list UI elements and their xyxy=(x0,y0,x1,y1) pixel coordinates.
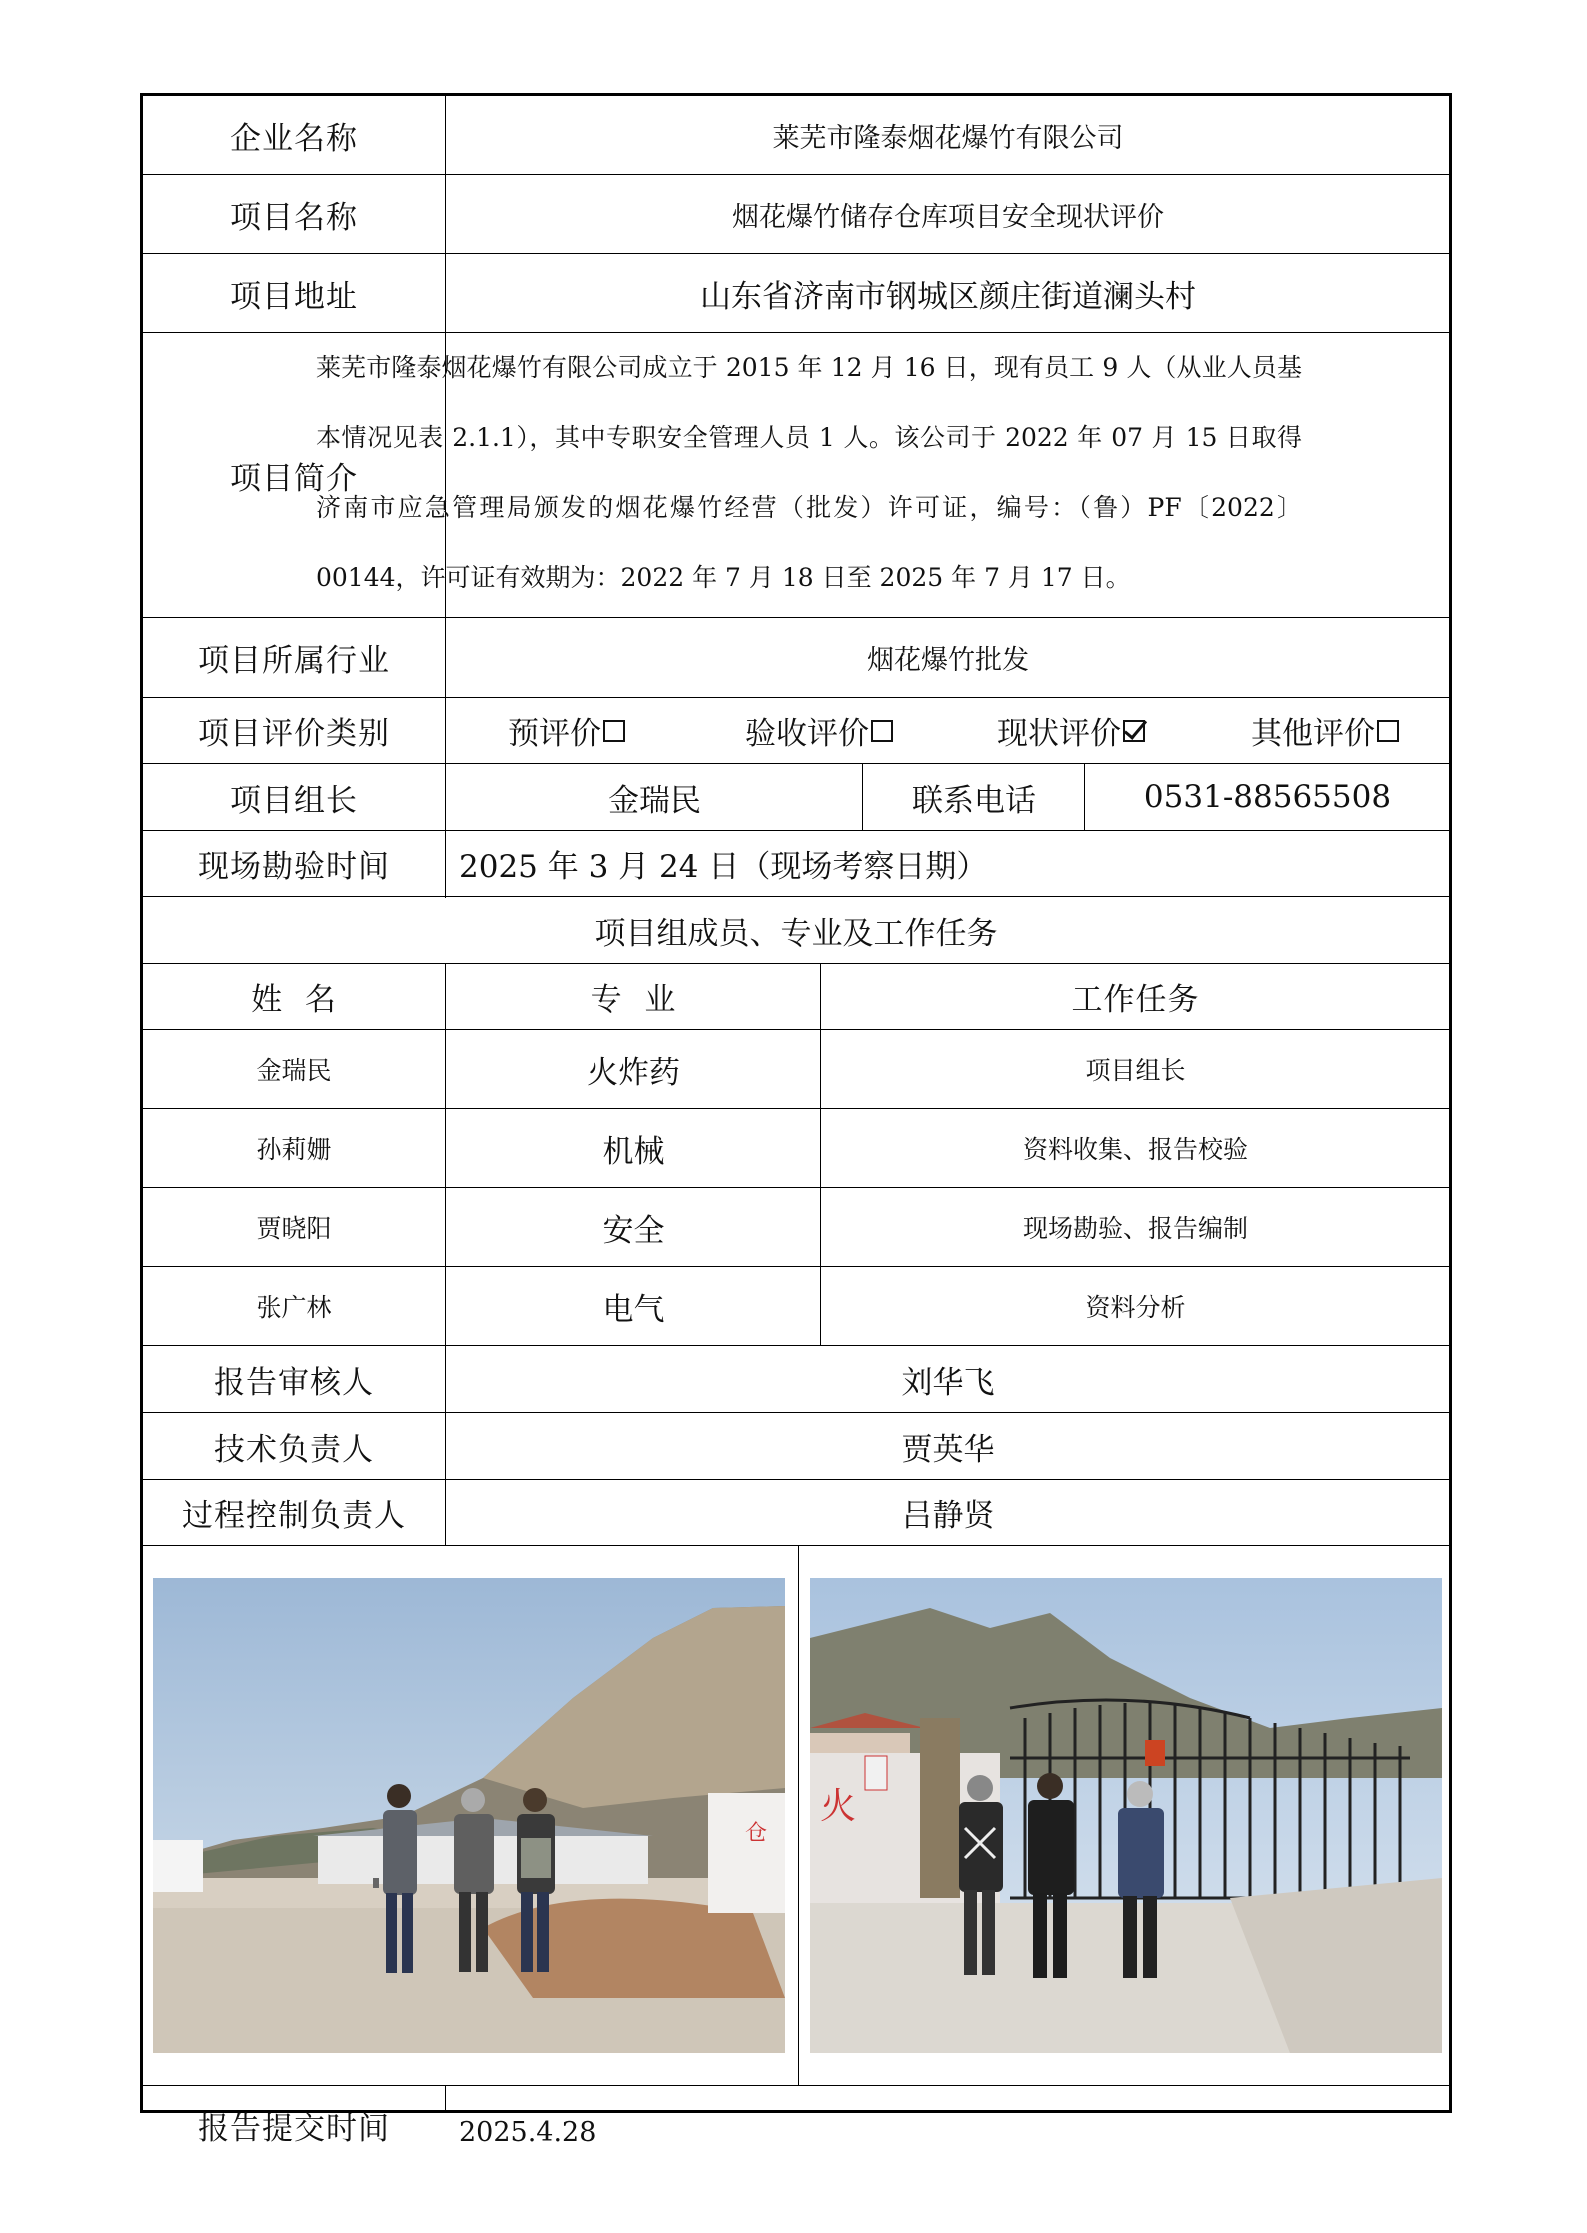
category-other-label: 其他评价 xyxy=(1251,716,1375,752)
member-major: 电气 xyxy=(602,1291,665,1328)
category-current xyxy=(997,698,1145,763)
process-lead-label: 过程控制负责人 xyxy=(182,1498,406,1534)
checkbox-empty-icon xyxy=(603,720,625,742)
tech-lead-label: 技术负责人 xyxy=(214,1431,374,1468)
checkbox-checked-icon xyxy=(1123,720,1145,742)
project-name-value: 烟花爆竹储存仓库项目安全现状评价 xyxy=(732,201,1164,233)
reviewer-label: 报告审核人 xyxy=(214,1364,374,1401)
site-photo-warehouse-image xyxy=(153,1578,785,2053)
reviewer-value: 刘华飞 xyxy=(901,1364,995,1401)
column-divider xyxy=(820,963,821,1346)
team-leader-value: 金瑞民 xyxy=(608,782,701,819)
industry-value: 烟花爆竹批发 xyxy=(867,645,1029,676)
member-major: 机械 xyxy=(602,1133,665,1170)
member-task: 现场勘验、报告编制 xyxy=(1022,1214,1248,1243)
company-label: 企业名称 xyxy=(230,120,358,157)
company-value: 莱芜市隆泰烟花爆竹有限公司 xyxy=(772,122,1124,154)
column-divider xyxy=(862,763,863,831)
category-pre xyxy=(508,698,625,763)
survey-time-label: 现场勘验时间 xyxy=(198,849,390,885)
member-name: 孙莉姗 xyxy=(256,1135,332,1164)
header-name: 姓 名 xyxy=(251,982,337,1018)
member-major: 安全 xyxy=(602,1212,665,1249)
column-divider xyxy=(1084,763,1085,831)
warehouse-sign-text: 仓 xyxy=(745,1821,768,1846)
fire-warning-text: 火 xyxy=(820,1786,857,1827)
member-name: 张广林 xyxy=(256,1293,332,1322)
project-name-label: 项目名称 xyxy=(230,199,358,236)
category-pre-label: 预评价 xyxy=(508,716,601,752)
checkbox-empty-icon xyxy=(871,720,893,742)
category-acceptance xyxy=(745,698,893,763)
team-section-title: 项目组成员、专业及工作任务 xyxy=(594,915,998,952)
member-task: 项目组长 xyxy=(1085,1056,1186,1085)
header-task: 工作任务 xyxy=(1071,982,1200,1018)
member-name: 金瑞民 xyxy=(256,1056,332,1085)
category-current-label: 现状评价 xyxy=(997,716,1121,752)
column-divider xyxy=(445,2085,446,2113)
project-intro-text: 莱芜市隆泰烟花爆竹有限公司成立于 2015 年 12 月 16 日，现有员工 9 人（从业人员基本情况见表 2.1.1），其中专职安全管理人员 1 人。该公司于 2022 年 07 月 15 日取得济南市应急管理局颁发的烟花爆竹经营（批发）许可证，编号：（鲁）PF〔2022〕00144，许可证有效期为：2022 年 7 月 18 日至 2025 年 7 月 17 日。 xyxy=(316,353,1302,592)
industry-label: 项目所属行业 xyxy=(198,643,390,679)
category-other xyxy=(1251,698,1399,763)
column-divider xyxy=(445,963,446,1546)
category-acceptance-label: 验收评价 xyxy=(745,716,869,752)
submit-time-label: 报告提交时间 xyxy=(198,2111,390,2147)
header-major: 专 业 xyxy=(590,982,677,1018)
survey-time-value: 2025 年 3 月 24 日（现场考察日期） xyxy=(459,849,988,885)
member-name: 贾晓阳 xyxy=(256,1214,332,1243)
column-divider xyxy=(798,1545,799,2086)
evaluation-category-label: 项目评价类别 xyxy=(198,716,390,752)
member-task: 资料分析 xyxy=(1085,1293,1186,1322)
submit-time-value: 2025.4.28 xyxy=(459,2117,597,2148)
row-divider xyxy=(140,1545,1452,1546)
tech-lead-value: 贾英华 xyxy=(901,1431,995,1468)
site-photo-gate xyxy=(810,1578,1442,2053)
member-task: 资料收集、报告校验 xyxy=(1022,1135,1248,1164)
team-leader-label: 项目组长 xyxy=(230,782,358,819)
checkbox-empty-icon xyxy=(1377,720,1399,742)
row-divider xyxy=(140,2085,1452,2086)
member-major: 火炸药 xyxy=(587,1054,680,1091)
site-photo-warehouse xyxy=(153,1578,785,2053)
project-address-value: 山东省济南市钢城区颜庄街道澜头村 xyxy=(700,278,1196,315)
process-lead-value: 吕静贤 xyxy=(901,1498,995,1534)
phone-label: 联系电话 xyxy=(912,782,1036,819)
phone-value: 0531-88565508 xyxy=(1143,779,1392,815)
site-photo-gate-image xyxy=(810,1578,1442,2053)
project-address-label: 项目地址 xyxy=(230,278,358,315)
project-intro-label: 项目简介 xyxy=(230,460,358,497)
